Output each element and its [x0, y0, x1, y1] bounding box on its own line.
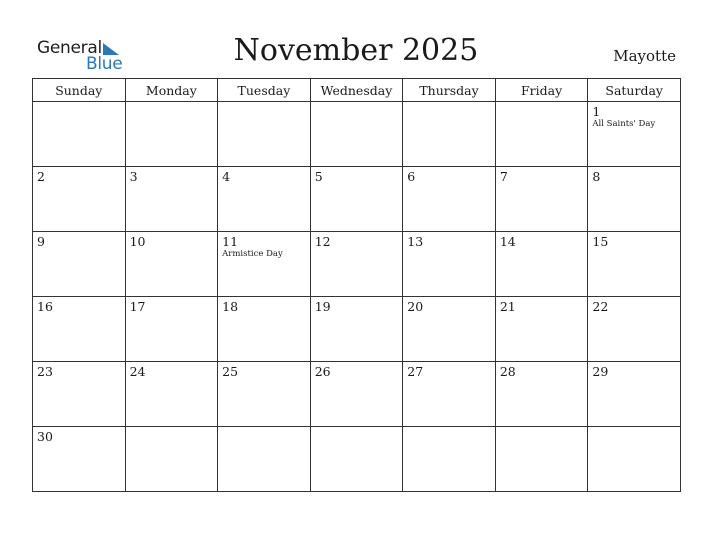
day-cell	[495, 362, 588, 427]
day-cell	[588, 102, 681, 167]
day-number	[588, 427, 680, 430]
day-number: 22	[592, 299, 609, 314]
day-number: 23	[37, 364, 53, 379]
day-number	[218, 427, 310, 430]
day-number	[33, 102, 125, 105]
day-number: 14	[499, 234, 516, 249]
weekday-header: Sunday	[33, 79, 126, 102]
day-cell	[33, 232, 126, 297]
day-number: 1	[592, 104, 601, 119]
day-cell	[403, 232, 496, 297]
day-number: 20	[407, 299, 424, 314]
weekday-header: Saturday	[588, 79, 681, 102]
calendar-title: November 2025	[233, 33, 479, 68]
day-number	[403, 102, 495, 105]
weekday-header: Tuesday	[218, 79, 311, 102]
day-cell	[125, 362, 218, 427]
day-number: 7	[499, 169, 508, 184]
day-cell	[310, 297, 403, 362]
day-cell	[33, 167, 126, 232]
day-cell	[495, 102, 588, 167]
day-cell	[495, 232, 588, 297]
region-label: Mayotte	[613, 47, 676, 65]
day-cell	[33, 102, 126, 167]
week-row	[33, 102, 681, 167]
day-cell	[218, 362, 311, 427]
day-cell	[218, 102, 311, 167]
day-cell	[588, 297, 681, 362]
day-number: 15	[592, 234, 609, 249]
day-cell	[403, 102, 496, 167]
day-number: 25	[222, 364, 239, 379]
day-number: 6	[407, 169, 416, 184]
day-cell	[495, 167, 588, 232]
day-number: 16	[37, 299, 53, 314]
day-number	[311, 427, 403, 430]
calendar-grid	[32, 78, 681, 492]
day-number: 10	[129, 234, 146, 249]
weekday-header: Wednesday	[310, 79, 403, 102]
day-number	[126, 102, 218, 105]
day-cell	[403, 427, 496, 492]
day-cell	[218, 167, 311, 232]
day-cell	[588, 167, 681, 232]
day-cell	[403, 362, 496, 427]
week-row	[33, 232, 681, 297]
day-number: 5	[314, 169, 323, 184]
day-cell	[125, 427, 218, 492]
day-number: 13	[407, 234, 424, 249]
day-cell	[125, 232, 218, 297]
day-cell	[310, 232, 403, 297]
day-number	[496, 427, 588, 430]
holiday-label: Armistice Day	[222, 249, 283, 259]
day-number: 12	[314, 234, 331, 249]
week-row	[33, 297, 681, 362]
day-number: 21	[499, 299, 516, 314]
week-row	[33, 167, 681, 232]
day-number: 30	[37, 429, 53, 444]
day-number	[496, 102, 588, 105]
week-row	[33, 362, 681, 427]
day-number: 27	[407, 364, 424, 379]
holiday-label: All Saints' Day	[592, 119, 656, 129]
weekday-header-row	[33, 79, 681, 102]
day-cell	[588, 427, 681, 492]
day-cell	[588, 232, 681, 297]
logo-text-general: General	[37, 38, 102, 58]
day-number	[311, 102, 403, 105]
day-number: 9	[37, 234, 45, 249]
day-number: 17	[129, 299, 146, 314]
weekday-header: Thursday	[403, 79, 496, 102]
day-cell	[310, 102, 403, 167]
day-cell	[33, 362, 126, 427]
day-cell	[495, 297, 588, 362]
day-number: 28	[499, 364, 516, 379]
day-cell	[218, 427, 311, 492]
day-cell	[33, 297, 126, 362]
day-cell	[588, 362, 681, 427]
day-cell	[495, 427, 588, 492]
day-number	[218, 102, 310, 105]
day-cell	[310, 167, 403, 232]
day-number: 4	[222, 169, 231, 184]
day-number: 3	[129, 169, 138, 184]
day-cell	[310, 362, 403, 427]
day-number: 8	[592, 169, 601, 184]
day-cell	[403, 297, 496, 362]
day-number: 2	[37, 169, 45, 184]
day-number: 24	[129, 364, 146, 379]
day-cell	[125, 167, 218, 232]
day-cell	[33, 427, 126, 492]
day-number: 11	[222, 234, 239, 249]
day-cell	[403, 167, 496, 232]
day-cell	[125, 102, 218, 167]
day-cell	[218, 232, 311, 297]
day-cell	[218, 297, 311, 362]
day-cell	[125, 297, 218, 362]
week-row	[33, 427, 681, 492]
day-cell	[310, 427, 403, 492]
day-number	[126, 427, 218, 430]
day-number: 26	[314, 364, 331, 379]
weekday-header: Monday	[125, 79, 218, 102]
day-number: 18	[222, 299, 239, 314]
day-number: 29	[592, 364, 609, 379]
day-number: 19	[314, 299, 331, 314]
weekday-header: Friday	[495, 79, 588, 102]
logo-text-blue: Blue	[86, 54, 123, 74]
day-number	[403, 427, 495, 430]
